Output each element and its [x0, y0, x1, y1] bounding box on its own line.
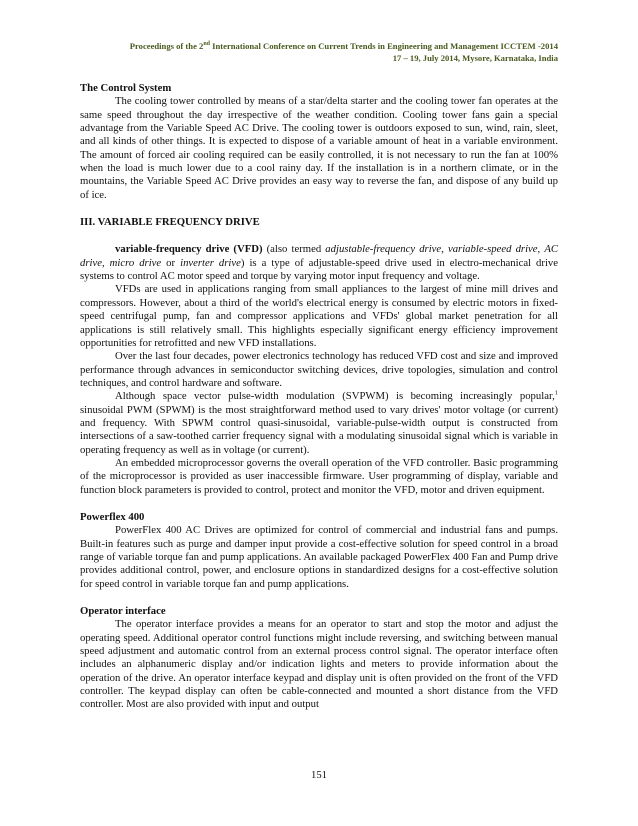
header-line-1-text: Proceedings of the 2: [129, 41, 204, 51]
paragraph-vfd-pwm: [80, 390, 558, 457]
paragraph-control-system: The cooling tower controlled by means of a star/delta starter and the cooling tower fan operates at the same speed throughout the day irrespective of the weather condition. Cooling tower fans gain a special advantage from the Variable Speed AC Drive. The cooling tower is outdoors exposed to sun, wind, rain, sleet, and all kinds of other things. It is expected to dispose of a variable amount of heat in a variable environment. The amount of forced air cooling required can be easily controlled, it is not necessary to run the fan at 100% when the load is much lower due to a cool rainy day. If the installation is in a northern climate, or in the mountains, the Variable Speed AC Drive provides an easy way to reverse the fan, and dispose of any build up of ice.: [80, 95, 558, 201]
paragraph-vfd-power-electronics: Over the last four decades, power electronics technology has reduced VFD cost and size and improved performance through advances in semiconductor switching devices, drive topologies, simulation and control techniques, and control hardware and software.: [80, 350, 558, 389]
text-run: sinusoidal PWM (SPWM) is the most straightforward method used to vary drives' motor voltage (or current) and frequency. With SPWM control quasi-sinusoidal, variable-pulse-width output is constructed from intersections of a saw-toothed carrier frequency signal with a modulating sinusoidal signal which is variable in operating frequency as well as in voltage (or current).: [80, 403, 558, 456]
text-run: Although space vector pulse-width modulation (SVPWM) is becoming increasingly popular,: [115, 390, 555, 403]
footnote-reference: 1: [554, 389, 558, 397]
section-heading-control-system: The Control System: [80, 82, 172, 94]
text-run: ,: [441, 243, 448, 256]
italic-term: variable-speed drive: [447, 243, 538, 256]
italic-term: adjustable-frequency drive: [325, 243, 442, 256]
section-heading-powerflex: Powerflex 400: [80, 510, 145, 523]
paragraph-powerflex: PowerFlex 400 AC Drives are optimized for control of commercial and industrial fans and pumps. Built-in features such as purge and damper input provide a cost-effective solution for speed control in a broad range of variable torque fan and pump applications. An available packaged PowerFlex 400 Fan and Pump drive provides additional control, power, and enclosure options in standardized designs for a cost-effective solution for speed control in variable torque fan and pump applications.: [80, 524, 558, 590]
vfd-term: variable-frequency drive (VFD): [115, 243, 263, 256]
header-line-1: [58, 40, 558, 52]
header-superscript: nd: [203, 41, 211, 48]
running-header: [58, 40, 558, 64]
page-body: [80, 82, 558, 712]
paragraph-vfd-microprocessor: An embedded microprocessor governs the overall operation of the VFD controller. Basic programming of the microprocessor is provided as user inaccessible firmware. User programming of display, variable and function block parameters is provided to control, protect and monitor the VFD, motor and driven equipment.: [80, 456, 558, 496]
paragraph-operator-interface: The operator interface provides a means for an operator to start and stop the motor and adjust the operating speed. Additional operator control functions might include reversing, and switching between manual speed adjustment and automatic control from an external process control signal. The operator interface often includes an alphanumeric display and/or indication lights and meters to provide information about the operation of the drive. An operator interface keypad and display unit is often provided on the front of the VFD controller. The keypad display can often be cable-connected and mounted a short distance from the VFD controller. Most are also provided with input and output: [80, 618, 558, 711]
spacer: [80, 591, 558, 605]
italic-term: AC drive: [80, 243, 558, 269]
paragraph-vfd-definition: [80, 243, 558, 283]
header-line-1-rest: International Conference on Current Trends in Engineering and Management ICCTEM -2014: [210, 41, 558, 51]
paragraph-vfd-applications: VFDs are used in applications ranging from small appliances to the largest of mine mill drives and compressors. However, about a third of the world's electrical energy is consumed by electric motors in fixed-speed centrifugal pump, fan and compressor applications and VFDs' global market penetration for all applications is still relatively small. This highlights especially significant energy efficiency improvement opportunities for retrofitted and new VFD installations.: [80, 283, 558, 349]
text-run: ,: [537, 243, 545, 256]
spacer: [80, 202, 558, 216]
section-heading-vfd: III. VARIABLE FREQUENCY DRIVE: [80, 216, 260, 229]
page-number: 151: [310, 769, 328, 781]
text-run: ,: [101, 256, 110, 269]
section-heading-operator-interface: Operator interface: [80, 605, 166, 618]
text-run: ) is a type of adjustable-speed drive used in electro-mechanical drive systems to control AC motor speed and torque by varying motor input frequency and voltage.: [80, 256, 559, 283]
spacer: [80, 497, 558, 511]
italic-term: inverter drive: [180, 256, 241, 269]
text-run: or: [161, 256, 181, 269]
header-line-2: 17 – 19, July 2014, Mysore, Karnataka, India: [392, 53, 558, 63]
text-run: (also termed: [262, 243, 326, 256]
italic-term: micro drive: [109, 256, 162, 269]
spacer: [80, 229, 558, 243]
